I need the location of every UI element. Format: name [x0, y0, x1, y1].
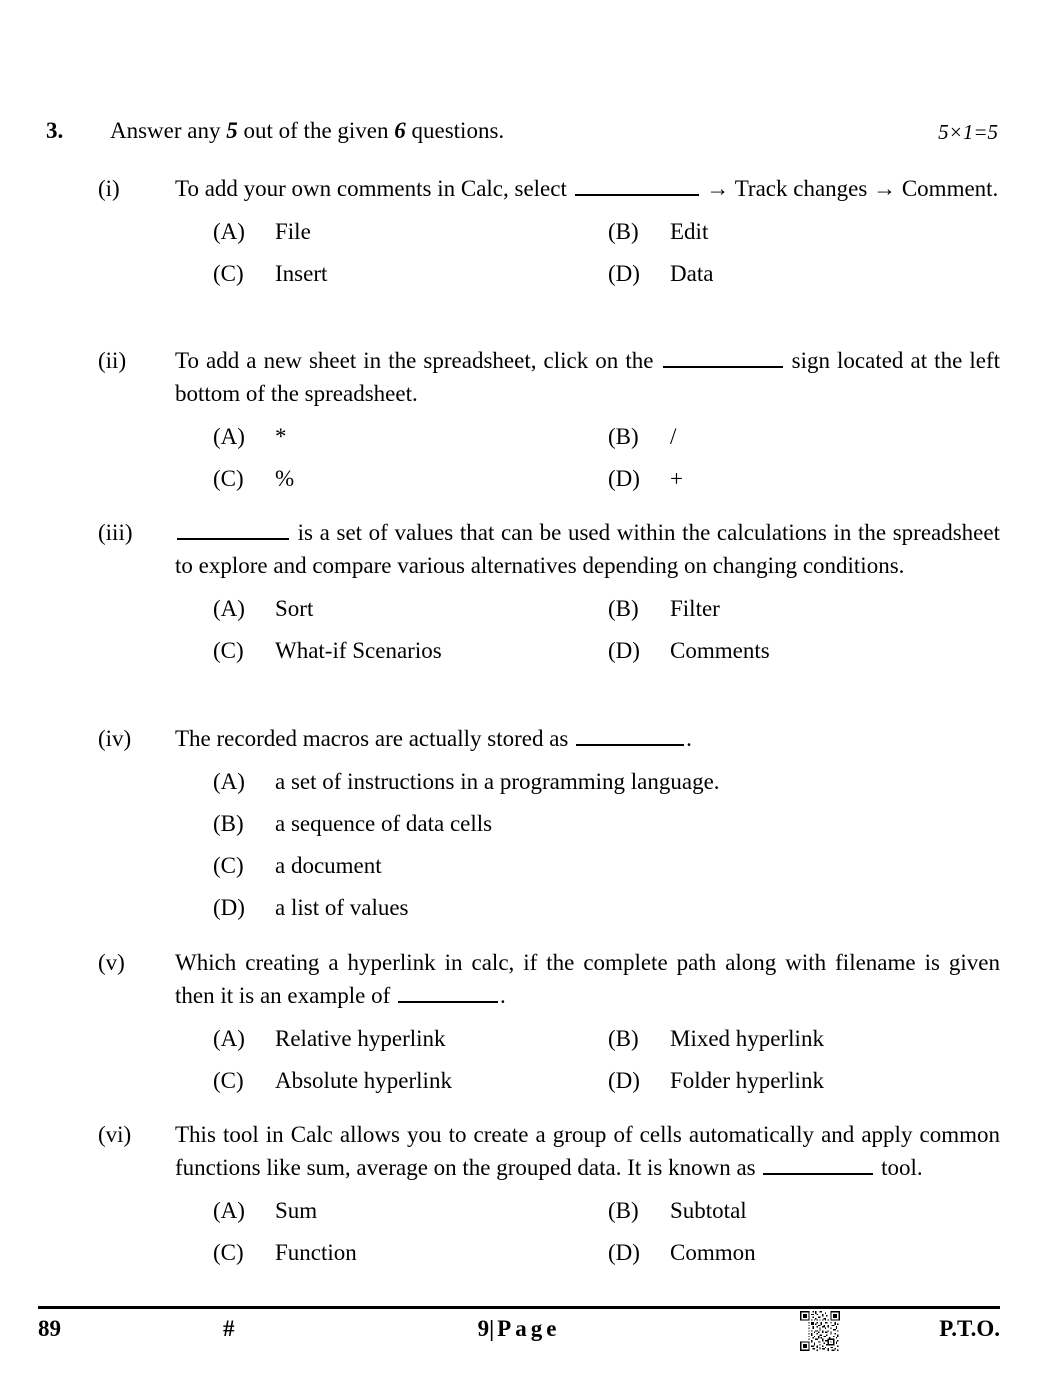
option-tag: (A) — [213, 424, 245, 449]
option-text: Relative hyperlink — [275, 1026, 446, 1051]
option-text: Common — [670, 1240, 756, 1265]
question-header — [38, 118, 1000, 152]
answer-blank — [177, 519, 289, 540]
stem-part-1: Which creating a hyperlink in calc, if the complete path along with filename is given then it is an example of — [175, 950, 1000, 1008]
answer-blank — [575, 175, 699, 196]
option-tag: (A) — [213, 219, 245, 244]
option-text: Mixed hyperlink — [670, 1026, 824, 1051]
option-c[interactable] — [213, 1236, 357, 1269]
question-number: 3. — [46, 118, 64, 143]
option-b[interactable] — [608, 215, 708, 248]
option-tag: (A) — [213, 1026, 245, 1051]
option-text: What-if Scenarios — [275, 638, 442, 663]
stem-part-1: To add a new sheet in the spreadsheet, click on the — [175, 348, 661, 373]
option-text: % — [275, 466, 295, 491]
option-text: a document — [275, 853, 382, 878]
option-tag: (A) — [213, 769, 245, 794]
option-row — [175, 807, 1000, 849]
option-a[interactable] — [213, 1022, 446, 1055]
option-a[interactable] — [213, 1194, 317, 1227]
option-tag: (B) — [213, 811, 244, 836]
option-tag: (D) — [213, 895, 245, 920]
option-text: Comments — [670, 638, 770, 663]
subquestion-body — [175, 344, 1000, 504]
option-tag: (B) — [608, 1026, 639, 1051]
subquestion-label: (ii) — [98, 348, 127, 373]
subquestion-stem — [175, 172, 1000, 205]
option-a[interactable] — [213, 420, 287, 453]
question-instruction — [110, 118, 504, 144]
option-tag: (D) — [608, 1068, 640, 1093]
instruction-count-total: 6 — [394, 118, 406, 143]
option-tag: (C) — [213, 638, 244, 663]
option-tag: (B) — [608, 424, 639, 449]
stem-part-1: This tool in Calc allows you to create a group of cells automatically and apply common functions like sum, average on the grouped data. It is known as — [175, 1122, 1000, 1180]
stem-part-2: . — [686, 726, 692, 751]
option-b[interactable] — [608, 1194, 747, 1227]
option-tag: (A) — [213, 596, 245, 621]
answer-blank — [663, 347, 783, 368]
stem-part-1: The recorded macros are actually stored as — [175, 726, 575, 751]
instruction-count-answer: 5 — [226, 118, 238, 143]
option-tag: (D) — [608, 638, 640, 663]
options-list — [175, 765, 1000, 933]
subquestion-stem — [175, 722, 1000, 755]
option-row — [175, 891, 1000, 933]
hash-mark: # — [223, 1316, 235, 1341]
option-d[interactable] — [608, 1236, 756, 1269]
answer-blank — [763, 1154, 873, 1175]
option-text: * — [275, 424, 287, 449]
subquestion-stem — [175, 946, 1000, 1012]
option-tag: (B) — [608, 219, 639, 244]
answer-blank — [398, 982, 498, 1003]
option-text: Data — [670, 261, 714, 286]
stem-part-2: is a set of values that can be used within the calculations in the spreadsheet to explore and compare various alternatives depending on changing conditions. — [175, 520, 1000, 578]
option-row — [175, 634, 1000, 676]
options-list — [175, 215, 1000, 299]
subquestion-stem — [175, 344, 1000, 410]
option-d[interactable] — [608, 257, 713, 290]
option-row — [175, 1064, 1000, 1106]
option-a[interactable] — [213, 215, 311, 248]
option-b[interactable] — [608, 420, 676, 453]
option-text: / — [670, 424, 677, 449]
option-tag: (B) — [608, 1198, 639, 1223]
option-row — [175, 592, 1000, 634]
subquestion-body — [175, 1118, 1000, 1278]
option-a[interactable] — [213, 765, 720, 798]
pto-label: P.T.O. — [939, 1316, 1000, 1341]
option-text: Sort — [275, 596, 314, 621]
subquestion-body — [175, 946, 1000, 1106]
option-row — [175, 257, 1000, 299]
paper-code: 89 — [38, 1316, 61, 1341]
option-d[interactable] — [608, 634, 770, 667]
option-b[interactable] — [608, 1022, 824, 1055]
option-row — [175, 849, 1000, 891]
option-d[interactable] — [608, 462, 683, 495]
stem-part-1: To add your own comments in Calc, select — [175, 176, 573, 201]
option-text: Sum — [275, 1198, 318, 1223]
option-c[interactable] — [213, 849, 382, 882]
option-row — [175, 1022, 1000, 1064]
option-tag: (D) — [608, 1240, 640, 1265]
subquestion-body — [175, 172, 1000, 299]
footer-divider — [38, 1306, 1000, 1309]
subquestion-label: (vi) — [98, 1122, 132, 1147]
qr-code-icon — [800, 1311, 840, 1351]
option-tag: (C) — [213, 261, 244, 286]
subquestion-label: (iii) — [98, 520, 133, 545]
option-tag: (D) — [608, 261, 640, 286]
subquestion-stem — [175, 1118, 1000, 1184]
option-text: a sequence of data cells — [275, 811, 493, 836]
option-text: Absolute hyperlink — [275, 1068, 452, 1093]
instruction-post: questions. — [405, 118, 505, 143]
option-b[interactable] — [213, 807, 492, 840]
option-d[interactable] — [608, 1064, 824, 1097]
option-b[interactable] — [608, 592, 720, 625]
option-tag: (B) — [608, 596, 639, 621]
options-list — [175, 592, 1000, 676]
subquestion-label: (iv) — [98, 726, 132, 751]
stem-part-2: → Track changes → Comment. — [700, 176, 999, 201]
stem-part-2: tool. — [875, 1155, 923, 1180]
option-row — [175, 420, 1000, 462]
option-a[interactable] — [213, 592, 313, 625]
instruction-mid: out of the given — [237, 118, 395, 143]
option-text: a set of instructions in a programming language. — [275, 769, 720, 794]
options-list — [175, 1022, 1000, 1106]
options-list — [175, 1194, 1000, 1278]
option-row — [175, 1194, 1000, 1236]
subquestion-label: (i) — [98, 176, 120, 201]
instruction-pre: Answer any — [110, 118, 227, 143]
option-tag: (C) — [213, 1068, 244, 1093]
stem-part-2: sign located at the left bottom of the spreadsheet. — [175, 348, 1000, 406]
answer-blank — [576, 725, 684, 746]
subquestion-body — [175, 722, 1000, 933]
page-footer — [38, 1316, 1000, 1362]
option-text: Function — [275, 1240, 357, 1265]
option-text: a list of values — [275, 895, 409, 920]
subquestion-body — [175, 516, 1000, 676]
option-d[interactable] — [213, 891, 409, 924]
option-row — [175, 1236, 1000, 1278]
option-row — [175, 462, 1000, 504]
option-row — [175, 215, 1000, 257]
page-indicator — [38, 1316, 1000, 1342]
option-text: Subtotal — [670, 1198, 747, 1223]
stem-part-2: . — [500, 983, 506, 1008]
option-text: Filter — [670, 596, 720, 621]
option-tag: (D) — [608, 466, 640, 491]
subquestion-label: (v) — [98, 950, 125, 975]
option-tag: (C) — [213, 466, 244, 491]
option-tag: (C) — [213, 853, 244, 878]
marks-allocation: 5×1=5 — [938, 120, 998, 144]
option-tag: (A) — [213, 1198, 245, 1223]
option-c[interactable] — [213, 634, 442, 667]
options-list — [175, 420, 1000, 504]
page-word: Page — [497, 1316, 561, 1341]
page-number: 9| — [477, 1316, 495, 1341]
option-text: + — [670, 466, 683, 491]
option-row — [175, 765, 1000, 807]
option-text: Insert — [275, 261, 328, 286]
option-text: File — [275, 219, 311, 244]
subquestion-stem — [175, 516, 1000, 582]
option-text: Edit — [670, 219, 709, 244]
option-c[interactable] — [213, 462, 294, 495]
option-c[interactable] — [213, 1064, 452, 1097]
option-text: Folder hyperlink — [670, 1068, 824, 1093]
option-c[interactable] — [213, 257, 327, 290]
option-tag: (C) — [213, 1240, 244, 1265]
